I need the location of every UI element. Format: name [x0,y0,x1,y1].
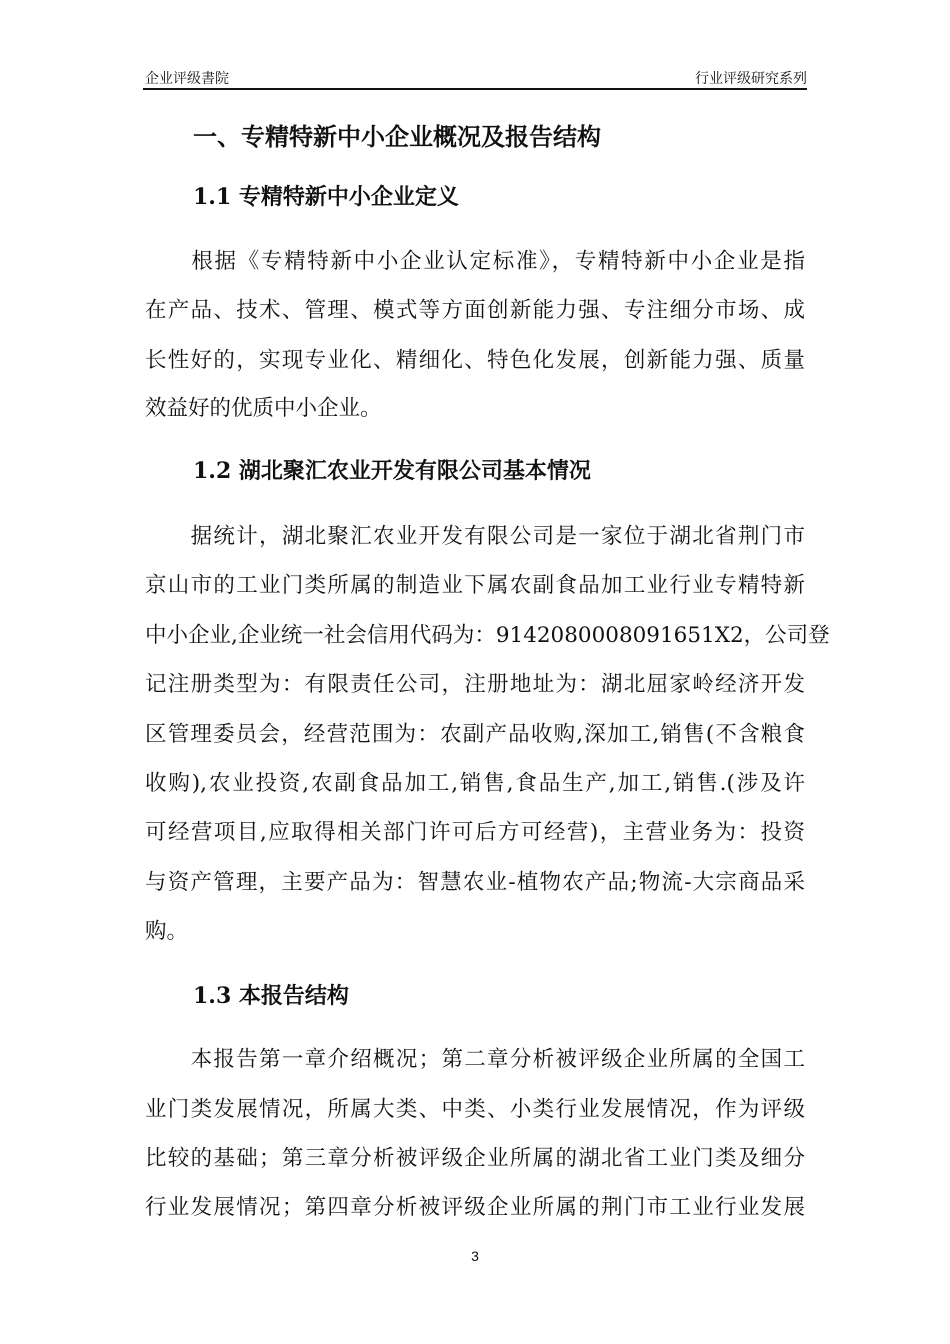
header-left: 企业评级書院 [145,70,229,86]
header-right: 行业评级研究系列 [695,70,807,86]
paragraph-line: 京山市的工业门类所属的制造业下属农副食品加工业行业专精特新 [145,573,805,598]
paragraph-line: 行业发展情况；第四章分析被评级企业所属的荆门市工业行业发展 [145,1195,805,1220]
paragraph-line: 根据《专精特新中小企业认定标准》，专精特新中小企业是指 [145,249,805,274]
paragraph-line: 在产品、技术、管理、模式等方面创新能力强、专注细分市场、成 [145,298,805,323]
paragraph-line: 比较的基础；第三章分析被评级企业所属的湖北省工业门类及细分 [145,1146,805,1171]
section-heading-1-1: 1.1 专精特新中小企业定义 [193,184,459,210]
paragraph-line: 收购),农业投资,农副食品加工,销售,食品生产,加工,销售.(涉及许 [145,771,805,796]
paragraph-line: 记注册类型为：有限责任公司，注册地址为：湖北屈家岭经济开发 [145,672,805,697]
page-number: 3 [471,1248,479,1264]
paragraph-line: 与资产管理，主要产品为：智慧农业-植物农产品;物流-大宗商品采 [145,870,805,895]
paragraph-line: 本报告第一章介绍概况；第二章分析被评级企业所属的全国工 [145,1047,805,1072]
paragraph-line: 区管理委员会，经营范围为：农副产品收购,深加工,销售(不含粮食 [145,722,805,747]
paragraph-line: 效益好的优质中小企业。 [145,396,382,421]
paragraph-line: 据统计，湖北聚汇农业开发有限公司是一家位于湖北省荆门市 [145,524,805,549]
paragraph-line: 长性好的，实现专业化、精细化、特色化发展，创新能力强、质量 [145,348,805,373]
paragraph-line: 可经营项目,应取得相关部门许可后方可经营)，主营业务为：投资 [145,820,805,845]
paragraph-line: 中小企业,企业统一社会信用代码为：9142080008091651X2，公司登 [145,623,830,648]
paragraph-line: 购。 [145,919,189,944]
paragraph-line: 业门类发展情况，所属大类、中类、小类行业发展情况，作为评级 [145,1097,805,1122]
section-heading-1-2: 1.2 湖北聚汇农业开发有限公司基本情况 [193,458,591,484]
section-heading-1-3: 1.3 本报告结构 [193,983,349,1009]
chapter-heading: 一、专精特新中小企业概况及报告结构 [193,122,601,151]
header-divider [143,88,807,90]
